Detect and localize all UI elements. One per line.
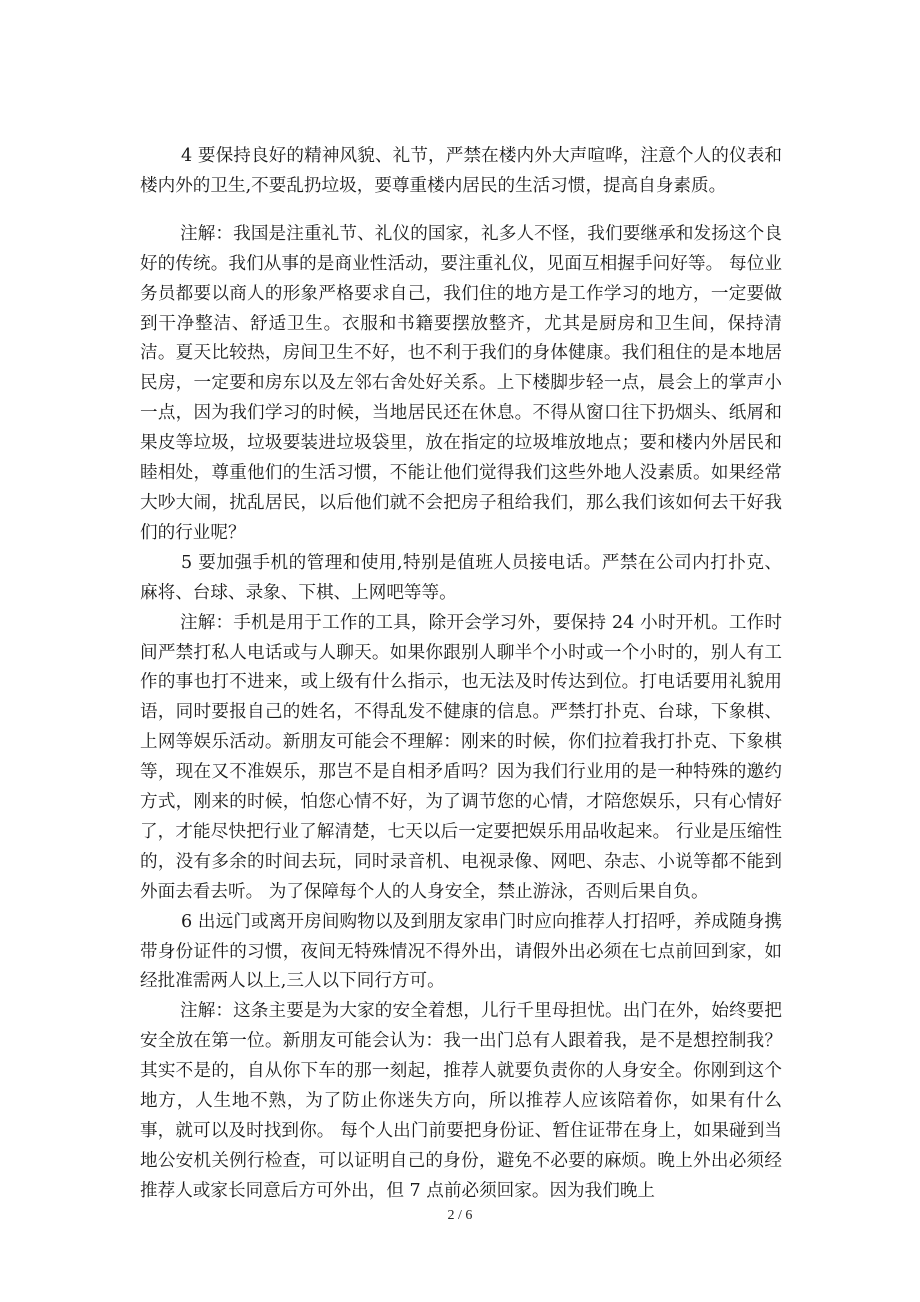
page-number: 2 / 6	[447, 1208, 473, 1223]
document-body	[140, 142, 782, 1207]
paragraph-spacer	[140, 202, 782, 220]
rule-5-paragraph: 5 要加强手机的管理和使用,特别是值班人员接电话。严禁在公司内打扑克、麻将、台球、录象、下棋、上网吧等等。	[140, 552, 782, 603]
rule-5-annotation: 注解：手机是用于工作的工具，除开会学习外，要保持 24 小时开机。工作时间严禁打私人电话或与人聊天。如果你跟别人聊半个小时或一个小时的，别人有工作的事也打不进来，或上级有什么指示，也无法及时传达到位。打电话要用礼貌用语，同时要报自己的姓名，不得乱发不健康的信息。严禁打扑克、台球，下象棋、上网等娱乐活动。新朋友可能会不理解：刚来的时候，你们拉着我打扑克、下象棋等，现在又不准娱乐，那岂不是自相矛盾吗？因为我们行业用的是一种特殊的邀约方式，刚来的时候，怕您心情不好，为了调节您的心情，才陪您娱乐，只有心情好了，才能尽快把行业了解清楚，七天以后一定要把娱乐用品收起来。 行业是压缩性的，没有多余的时间去玩，同时录音机、电视录像、网吧、杂志、小说等都不能到外面去看去听。 为了保障每个人的人身安全，禁止游泳，否则后果自负。	[140, 612, 782, 902]
rule-4-paragraph: 4 要保持良好的精神风貌、礼节，严禁在楼内外大声喧哗，注意个人的仪表和楼内外的卫生,不要乱扔垃圾，要尊重楼内居民的生活习惯，提高自身素质。	[140, 146, 782, 196]
rule-4-annotation: 注解：我国是注重礼节、礼仪的国家，礼多人不怪，我们要继承和发扬这个良好的传统。我们从事的是商业性活动，要注重礼仪，见面互相握手问好等。 每位业务员都要以商人的形象严格要求自己，我们住的地方是工作学习的地方，一定要做到干净整洁、舒适卫生。衣服和书籍要摆放整齐，尤其是厨房和卫生间，保持清洁。夏天比较热，房间卫生不好，也不利于我们的身体健康。我们租住的是本地居民房，一定要和房东以及左邻右舍处好关系。上下楼脚步轻一点，晨会上的掌声小一点，因为我们学习的时候，当地居民还在休息。不得从窗口往下扔烟头、纸屑和果皮等垃圾，垃圾要装进垃圾袋里，放在指定的垃圾堆放地点；要和楼内外居民和睦相处，尊重他们的生活习惯，不能让他们觉得我们这些外地人没素质。如果经常大吵大闹，扰乱居民，以后他们就不会把房子租给我们，那么我们该如何去干好我们的行业呢？	[140, 223, 782, 543]
rule-6-annotation: 注解：这条主要是为大家的安全着想，儿行千里母担忧。出门在外，始终要把安全放在第一位。新朋友可能会认为：我一出门总有人跟着我，是不是想控制我？其实不是的，自从你下车的那一刻起，推荐人就要负责你的人身安全。你刚到这个地方，人生地不熟，为了防止你迷失方向，所以推荐人应该陪着你，如果有什么事，就可以及时找到你。 每个人出门前要把身份证、暂住证带在身上，如果碰到当地公安机关例行检查，可以证明自己的身份，避免不必要的麻烦。晚上外出必须经推荐人或家长同意后方可外出，但 7 点前必须回家。因为我们晚上	[140, 1001, 782, 1201]
rule-6-paragraph: 6 出远门或离开房间购物以及到朋友家串门时应向推荐人打招呼，养成随身携带身份证件的习惯，夜间无特殊情况不得外出，请假外出必须在七点前回到家，如经批准需两人以上,三人以下同行方可。	[140, 911, 782, 992]
